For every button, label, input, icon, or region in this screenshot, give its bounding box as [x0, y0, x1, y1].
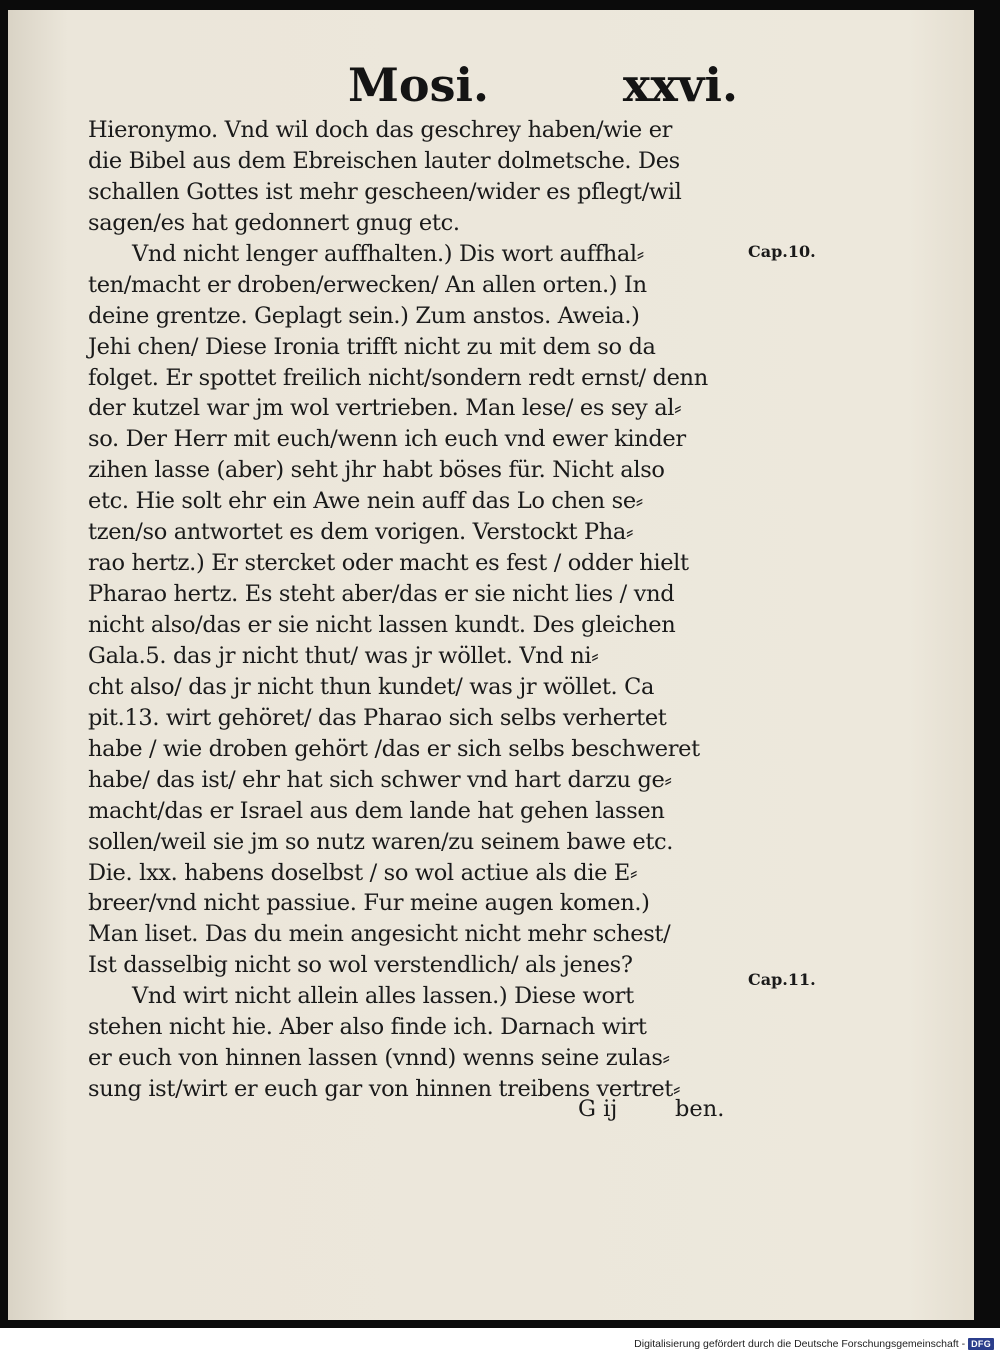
text-line: Jehi chen/ Diese Ironia trifft nicht zu mit dem so da	[88, 333, 656, 360]
marginal-note: Cap.11.	[748, 970, 816, 989]
book-page	[8, 10, 974, 1320]
text-line: stehen nicht hie. Aber also finde ich. Darnach wirt	[88, 1014, 647, 1041]
marginal-note: Cap.10.	[748, 242, 816, 261]
signature-mark: G ij	[578, 1096, 618, 1122]
text-line: Man liset. Das du mein angesicht nicht mehr schest/	[88, 921, 671, 948]
text-line: macht/das er Israel aus dem lande hat gehen lassen	[88, 797, 665, 824]
text-line: etc. Hie solt ehr ein Awe nein auff das Lo chen se⸗	[88, 488, 643, 515]
text-line: zihen lasse (aber) seht jhr habt böses für. Nicht also	[88, 457, 665, 484]
text-line: die Bibel aus dem Ebreischen lauter dolmetsche. Des	[88, 147, 680, 174]
text-line: tzen/so antwortet es dem vorigen. Verstockt Pha⸗	[88, 519, 634, 546]
text-line: deine grentze. Geplagt sein.) Zum anstos. Aweia.)	[88, 302, 640, 329]
folio-number: xxvi.	[622, 58, 738, 112]
text-line: ten/macht er droben/erwecken/ An allen orten.) In	[88, 271, 647, 298]
text-line: Vnd wirt nicht allein alles lassen.) Diese wort	[132, 983, 634, 1010]
funding-credit: Digitalisierung gefördert durch die Deutsche Forschungsgemeinschaft -	[634, 1338, 966, 1350]
body-text	[88, 115, 738, 1105]
text-line: Pharao hertz. Es steht aber/das er sie nicht lies / vnd	[88, 581, 675, 608]
text-line: sollen/weil sie jm so nutz waren/zu seinem bawe etc.	[88, 828, 674, 855]
text-line: folget. Er spottet freilich nicht/sondern redt ernst/ denn	[88, 364, 708, 391]
text-line: nicht also/das er sie nicht lassen kundt. Des gleichen	[88, 612, 676, 638]
text-line: der kutzel war jm wol vertrieben. Man lese/ es sey al⸗	[88, 395, 682, 422]
text-line: rao hertz.) Er stercket oder macht es fest / odder hielt	[88, 550, 689, 577]
text-line: sung ist/wirt er euch gar von hinnen treibens vertret⸗	[88, 1076, 681, 1103]
text-line: cht also/ das jr nicht thun kundet/ was jr wöllet. Ca	[88, 673, 655, 700]
text-line: Ist dasselbig nicht so wol verstendlich/ als jenes?	[88, 952, 633, 979]
text-line: Gala.5. das jr nicht thut/ was jr wöllet. Vnd ni⸗	[88, 642, 599, 669]
text-line: Die. lxx. habens doselbst / so wol actiue als die E⸗	[88, 859, 638, 886]
text-line: er euch von hinnen lassen (vnnd) wenns seine zulas⸗	[88, 1045, 670, 1072]
text-line: breer/vnd nicht passiue. Fur meine augen komen.)	[88, 890, 650, 917]
text-line: habe / wie droben gehört /das er sich selbs beschweret	[88, 735, 700, 762]
text-line: Vnd nicht lenger auffhalten.) Dis wort auffhal⸗	[132, 240, 644, 267]
running-head	[348, 58, 748, 118]
dfg-logo-icon: DFG	[968, 1338, 994, 1350]
text-line: so. Der Herr mit euch/wenn ich euch vnd ewer kinder	[88, 426, 686, 453]
text-line: habe/ das ist/ ehr hat sich schwer vnd hart darzu ge⸗	[88, 766, 672, 793]
running-head-title: Mosi.	[348, 58, 489, 112]
catchword: ben.	[675, 1096, 725, 1122]
text-line: Hieronymo. Vnd wil doch das geschrey haben/wie er	[88, 117, 673, 143]
text-line: schallen Gottes ist mehr gescheen/wider es pflegt/wil	[88, 178, 682, 205]
text-line: sagen/es hat gedonnert gnug etc.	[88, 209, 460, 236]
text-line: pit.13. wirt gehöret/ das Pharao sich selbs verhertet	[88, 704, 667, 731]
footer-credit	[634, 1338, 994, 1350]
